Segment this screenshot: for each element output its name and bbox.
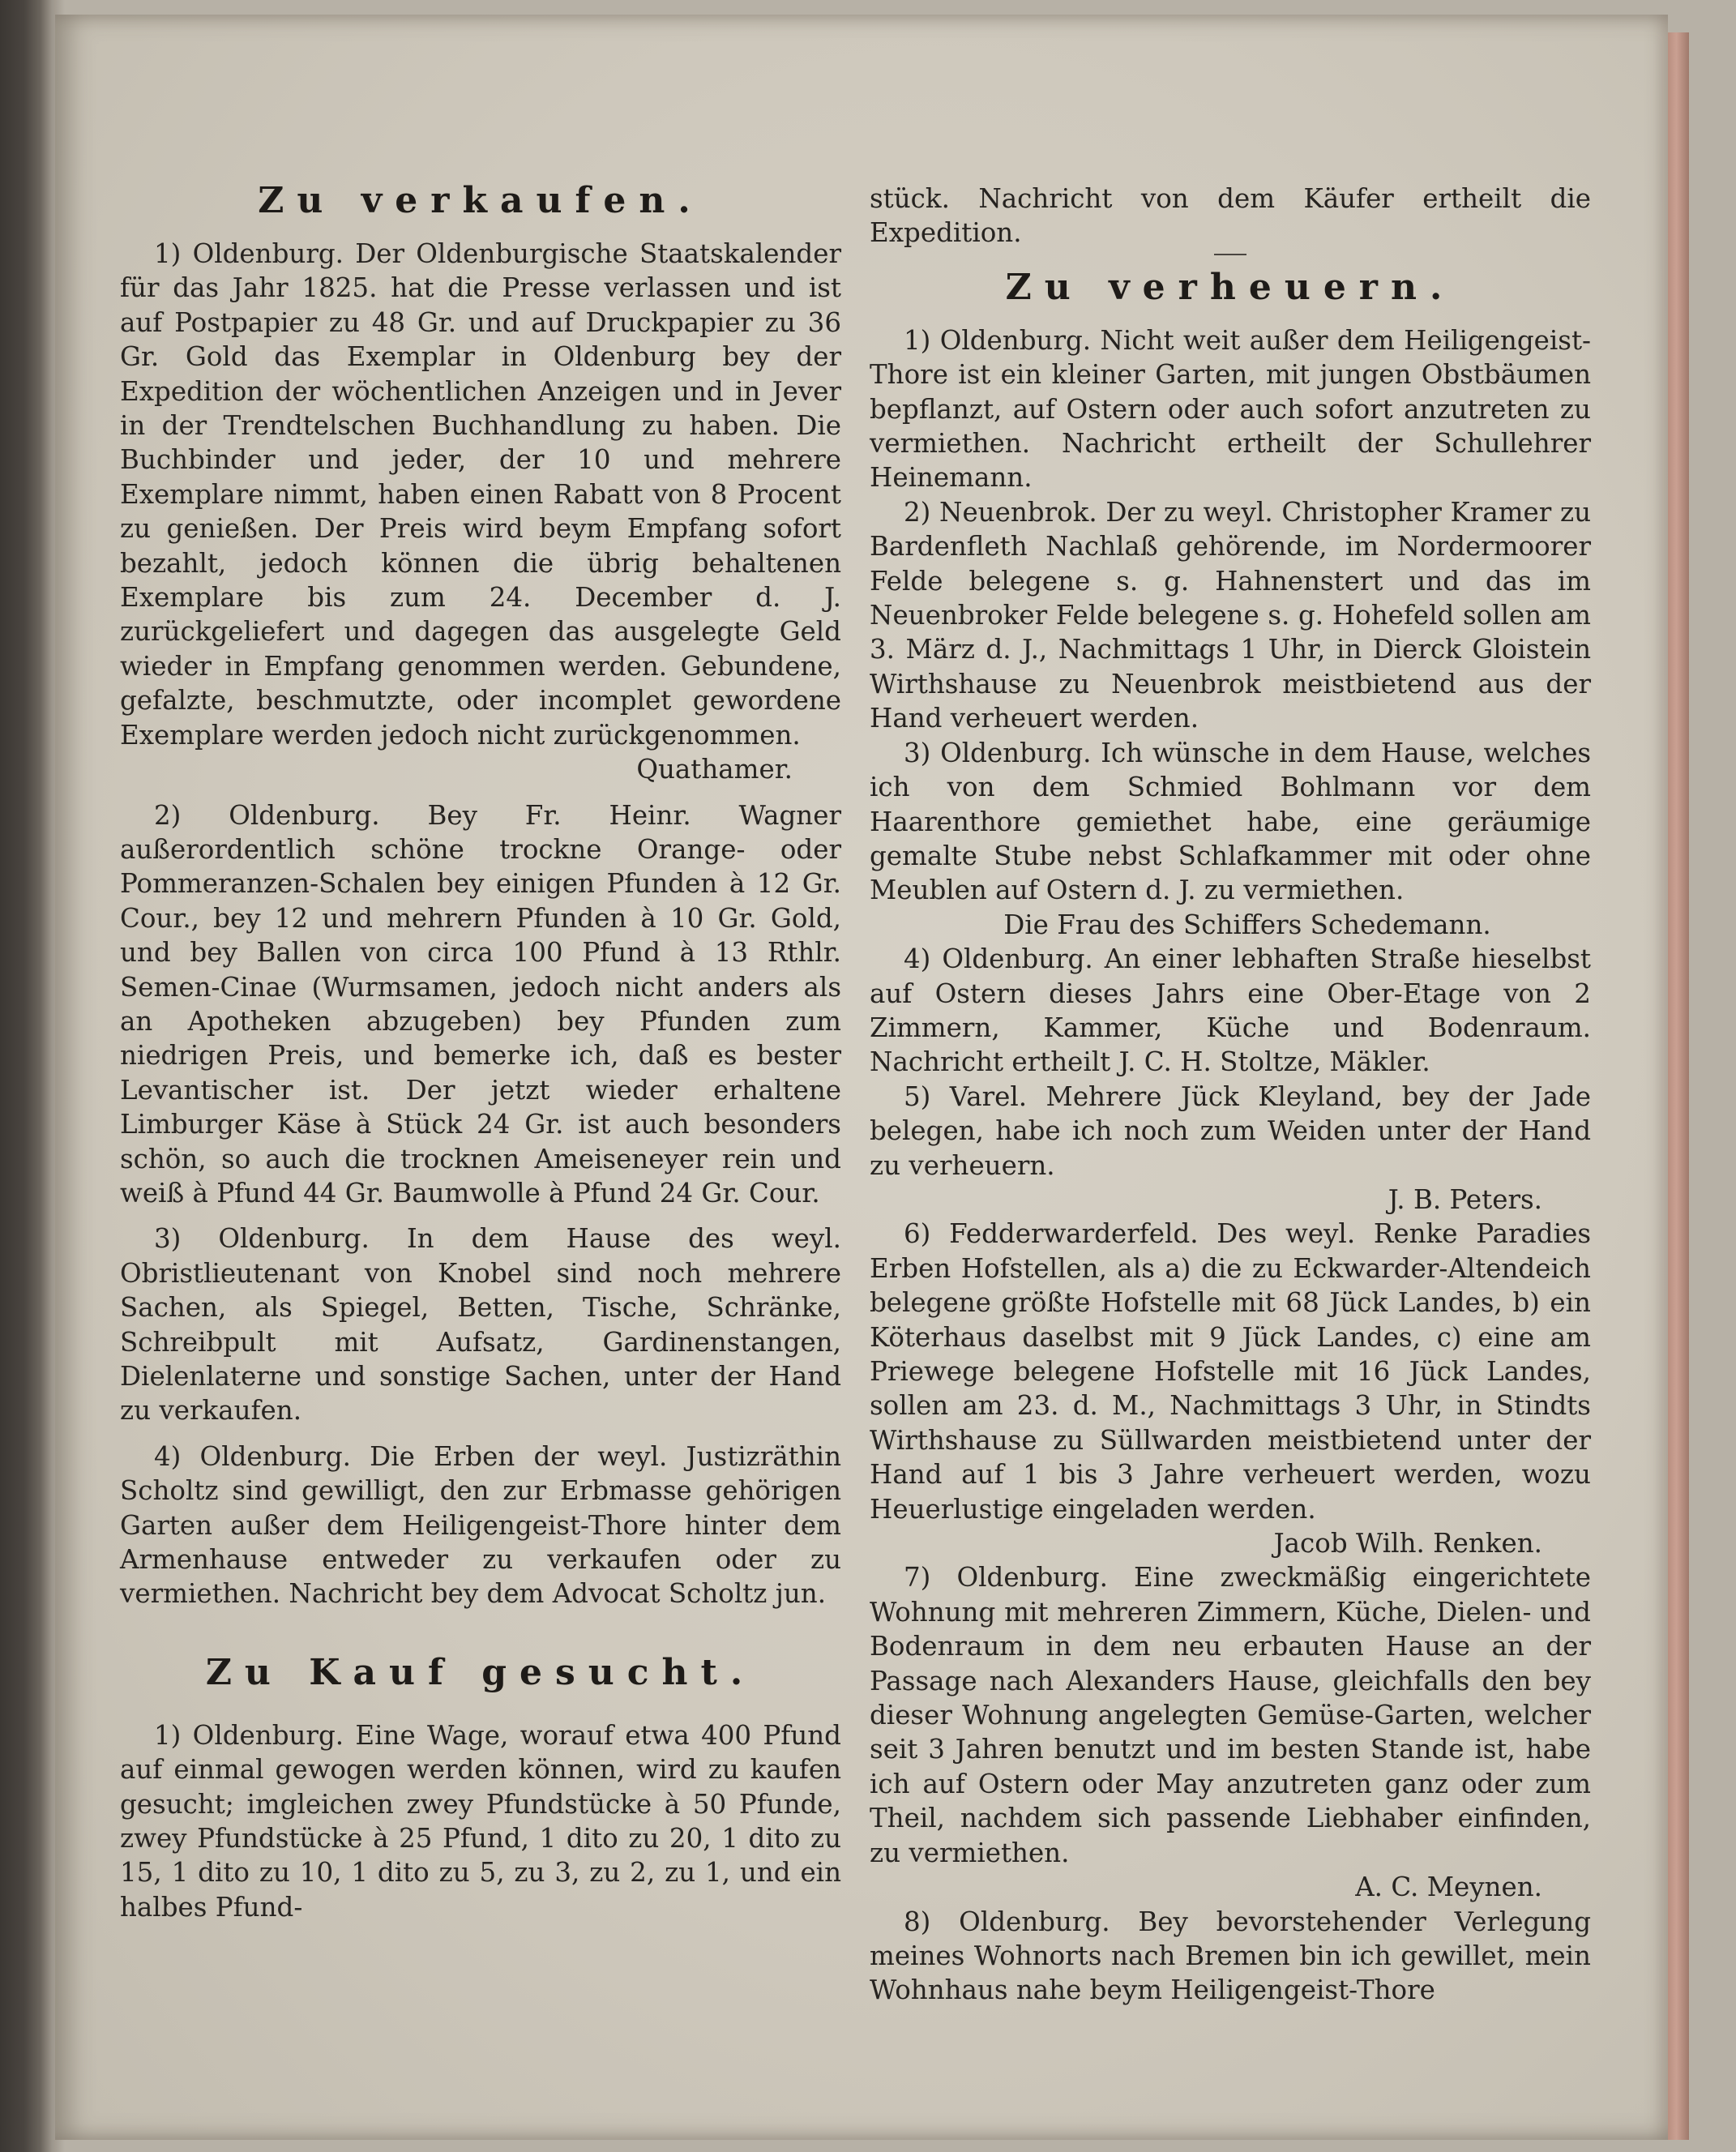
rent-entry-6-signature: Jacob Wilh. Renken.	[1273, 1528, 1542, 1559]
rent-entry-6-text: 6) Fedderwarderfeld. Des weyl. Renke Paradies Erben Hofstellen, als a) die zu Eckwarder-Altendeich belegene größte Hofstelle mit 68 Jück Landes, b) ein Köterhaus daselbst mit 9 Jück Landes, c) eine am Priewege belegene Hofstelle mit 16 Jück Landes, sollen am 23. d. M., Nachmittags 3 Uhr, in Stindts Wirthshause zu Süllwarden meistbietend unter der Hand auf 1 bis 3 Jahre verheuert werden, wozu Heuerlustige eingeladen werden.	[870, 1218, 1591, 1525]
wanted-entry-1	[120, 1718, 841, 1924]
spacer	[120, 787, 841, 798]
sale-entry-1-text: 1) Oldenburg. Der Oldenburgische Staatskalender für das Jahr 1825. hat die Presse verlassen und ist auf Postpapier zu 48 Gr. und auf Druckpapier zu 36 Gr. Gold das Exemplar in Oldenburg bey der Expedition der wöchentlichen Anzeigen und in Jever in der Trendtelschen Buchhandlung zu haben. Die Buchbinder und jeder, der 10 und mehrere Exemplare nimmt, haben einen Rabatt von 8 Procent zu genießen. Der Preis wird beym Empfang sofort bezahlt, jedoch können die übrig behaltenen Exemplare bis zum 24. December d. J. zurückgeliefert und dagegen das ausgelegte Geld wieder in Empfang genommen werden. Gebundene, gefalzte, beschmutzte, oder incomplet gewordene Exemplare werden jedoch nicht zurückgenommen.	[120, 238, 841, 751]
rent-entry-7	[870, 1560, 1591, 1904]
sale-entry-3-text: 3) Oldenburg. In dem Hause des weyl. Obristlieutenant von Knobel sind noch mehrere Sachen, als Spiegel, Betten, Tische, Schränke, Schreibpult mit Aufsatz, Gardinenstangen, Dielenlaterne und sonstige Sachen, unter der Hand zu verkaufen.	[120, 1223, 841, 1427]
right-column	[870, 182, 1591, 2008]
continuation-text: stück. Nachricht von dem Käufer ertheilt die Expedition.	[870, 183, 1591, 249]
rent-entry-8-text: 8) Oldenburg. Bey bevorstehender Verlegung meines Wohnorts nach Bremen bin ich gewillet, mein Wohnhaus nahe beym Heiligengeist-Thore	[870, 1906, 1591, 2006]
rent-entry-1	[870, 323, 1591, 495]
separator-rule	[1214, 254, 1246, 255]
rent-entry-3-text: 3) Oldenburg. Ich wünsche in dem Hause, welches ich von dem Schmied Bohlmann vor dem Haarenthore gemiethet habe, eine geräumige gemalte Stube nebst Schlafkammer mit oder ohne Meublen auf Ostern d. J. zu vermiethen.	[870, 737, 1591, 906]
rent-entry-3-signature: Die Frau des Schiffers Schedemann.	[1003, 909, 1491, 940]
rent-entry-5-signature: J. B. Peters.	[1388, 1183, 1542, 1215]
sale-entry-4-text: 4) Oldenburg. Die Erben der weyl. Justizräthin Scholtz sind gewilligt, den zur Erbmasse gehörigen Garten außer dem Heiligengeist-Thore hinter dem Armenhause entweder zu verkaufen oder zu vermiethen. Nachricht bey dem Advocat Scholtz jun.	[120, 1440, 841, 1610]
rent-entry-2-text: 2) Neuenbrok. Der zu weyl. Christopher Kramer zu Bardenfleth Nachlaß gehörende, im Nordermoorer Felde belegene s. g. Hahnenstert und das im Neuenbroker Felde belegene s. g. Hohefeld sollen am 3. März d. J., Nachmittags 1 Uhr, in Dierck Gloistein Wirthshause zu Neuenbrok meistbietend aus der Hand verheuert werden.	[870, 496, 1591, 734]
heading-zu-kauf-gesucht: Zu Kauf gesucht.	[205, 1651, 756, 1693]
left-column	[120, 177, 841, 1924]
wanted-entry-1-text: 1) Oldenburg. Eine Wage, worauf etwa 400 Pfund auf einmal gewogen werden können, wird zu kaufen gesucht; imgleichen zwey Pfundstücke à 50 Pfunde, zwey Pfundstücke à 25 Pfund, 1 dito zu 20, 1 dito zu 15, 1 dito zu 10, 1 dito zu 5, zu 3, zu 2, zu 1, und ein halbes Pfund-	[120, 1719, 841, 1923]
sale-entry-2-text: 2) Oldenburg. Bey Fr. Heinr. Wagner außerordentlich schöne trockne Orange- oder Pommeranzen-Schalen bey einigen Pfunden à 12 Gr. Cour., bey 12 und mehrern Pfunden à 10 Gr. Gold, und bey Ballen von circa 100 Pfund à 13 Rthlr. Semen-Cinae (Wurmsamen, jedoch nicht anders als an Apotheken abzugeben) bey Pfunden zum niedrigen Preis, und bemerke ich, daß es bester Levantischer ist. Der jetzt wieder erhaltene Limburger Käse à Stück 24 Gr. ist auch besonders schön, so auch die trocknen Ameiseneyer rein und weiß à Pfund 44 Gr. Baumwolle à Pfund 24 Gr. Cour.	[120, 799, 841, 1209]
spacer	[120, 1428, 841, 1440]
sale-entry-3	[120, 1221, 841, 1427]
sale-entry-1	[120, 237, 841, 787]
rent-entry-8	[870, 1905, 1591, 2008]
spacer	[120, 1210, 841, 1221]
continuation-entry	[870, 182, 1591, 250]
newspaper-page	[55, 15, 1668, 2140]
heading-zu-verheuern: Zu verheuern.	[1005, 266, 1456, 308]
rent-entry-2	[870, 495, 1591, 736]
sale-entry-1-signature: Quathamer.	[636, 754, 793, 785]
rent-entry-5	[870, 1080, 1591, 1217]
rent-entry-3	[870, 736, 1591, 942]
heading-zu-verkaufen: Zu verkaufen.	[258, 180, 703, 221]
rent-entry-5-text: 5) Varel. Mehrere Jück Kleyland, bey der Jade belegen, habe ich noch zum Weiden unter der Hand zu verheuern.	[870, 1080, 1591, 1181]
sale-entry-2	[120, 798, 841, 1211]
rent-entry-7-signature: A. C. Meynen.	[1355, 1872, 1542, 1903]
rent-entry-7-text: 7) Oldenburg. Eine zweckmäßig eingerichtete Wohnung mit mehreren Zimmern, Küche, Dielen- und Bodenraum in dem neu erbauten Hause an der Passage nach Alexanders Hause, gleichfalls den bey dieser Wohnung angelegten Gemüse-Garten, welcher seit 3 Jahren benutzt und im besten Stande ist, habe ich auf Ostern oder May anzutreten ganz oder zum Theil, nachdem sich passende Liebhaber einfinden, zu vermiethen.	[870, 1562, 1591, 1868]
rent-entry-1-text: 1) Oldenburg. Nicht weit außer dem Heiligengeist-Thore ist ein kleiner Garten, mit jungen Obstbäumen bepflanzt, auf Ostern oder auch sofort anzutreten zu vermiethen. Nachricht ertheilt der Schullehrer Heinemann.	[870, 324, 1591, 494]
sale-entry-4	[120, 1440, 841, 1611]
page-edge	[1668, 32, 1689, 2140]
rent-entry-6	[870, 1217, 1591, 1560]
rent-entry-4-text: 4) Oldenburg. An einer lebhaften Straße hieselbst auf Ostern dieses Jahrs eine Ober-Etage von 2 Zimmern, Kammer, Küche und Bodenraum. Nachricht ertheilt J. C. H. Stoltze, Mäkler.	[870, 943, 1591, 1078]
rent-entry-4	[870, 942, 1591, 1080]
